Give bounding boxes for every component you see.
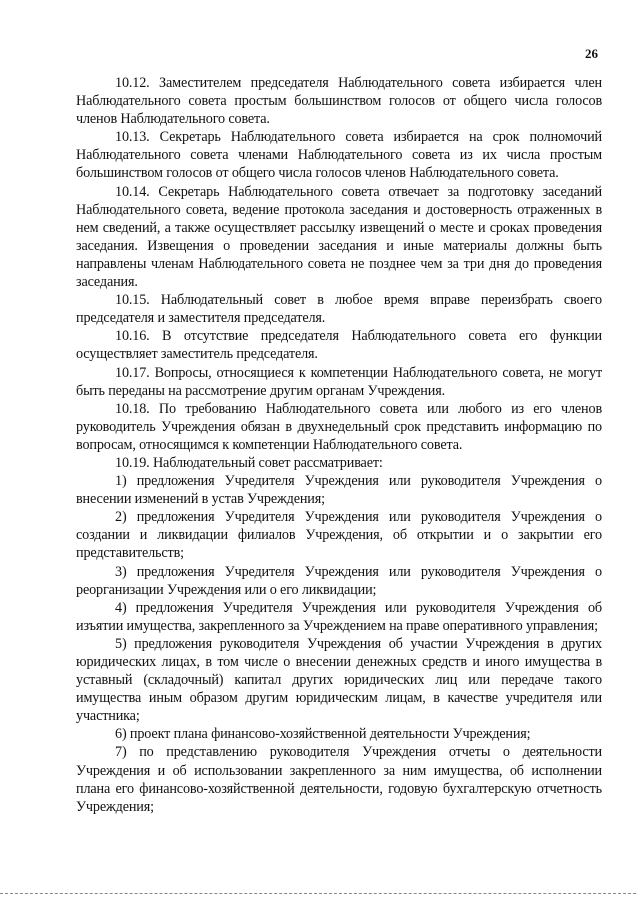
paragraph-10-13: 10.13. Секретарь Наблюдательного совета избирается на срок полномочий Наблюдательного совета членами Наблюдательного совета из их числа простым большинством голосов от общего числа голосов членов Наблюдательного совета. (76, 129, 602, 182)
list-item-2: 2) предложения Учредителя Учреждения или руководителя Учреждения о создании и ликвидации филиалов Учреждения, об открытии и о закрытии его представительств; (76, 509, 602, 562)
paragraph-10-17: 10.17. Вопросы, относящиеся к компетенции Наблюдательного совета, не могут быть переданы на рассмотрение другим органам Учреждения. (76, 364, 602, 399)
page-number: 26 (585, 46, 598, 61)
list-item-1: 1) предложения Учредителя Учреждения или руководителя Учреждения о внесении изменений в устав Учреждения; (76, 473, 602, 508)
page-bottom-edge (0, 893, 636, 894)
list-item-7: 7) по представлению руководителя Учреждения отчеты о деятельности Учреждения и об использовании закрепленного за ним имущества, об исполнении плана его финансово-хозяйственной деятельности, годовую бухгалтерскую отчетность Учреждения; (76, 744, 602, 815)
list-item-5: 5) предложения руководителя Учреждения об участии Учреждения в других юридических лицах, в том числе о внесении денежных средств и иного имущества в уставный (складочный) капитал других юридических лиц или передаче такого имущества иным образом другим юридическим лицам, в качестве учредителя или участника; (76, 635, 602, 725)
paragraph-10-19: 10.19. Наблюдательный совет рассматривает: (115, 454, 383, 471)
paragraph-10-18: 10.18. По требованию Наблюдательного совета или любого из его членов руководитель Учреждения обязан в двухнедельный срок представить информацию по вопросам, относящимся к компетенции Наблюдательного совета. (76, 400, 602, 453)
paragraph-10-16: 10.16. В отсутствие председателя Наблюдательного совета его функции осуществляет заместитель председателя. (76, 328, 602, 363)
paragraph-10-15: 10.15. Наблюдательный совет в любое время вправе переизбрать своего председателя и заместителя председателя. (76, 292, 602, 327)
list-item-6: 6) проект плана финансово-хозяйственной деятельности Учреждения; (115, 726, 531, 743)
list-item-3: 3) предложения Учредителя Учреждения или руководителя Учреждения о реорганизации Учреждения или о его ликвидации; (76, 563, 602, 598)
paragraph-10-12: 10.12. Заместителем председателя Наблюдательного совета избирается член Наблюдательного совета простым большинством голосов от общего числа голосов членов Наблюдательного совета. (76, 75, 602, 128)
list-item-4: 4) предложения Учредителя Учреждения или руководителя Учреждения об изъятии имущества, закрепленного за Учреждением на праве оперативного управления; (76, 599, 602, 634)
document-body (76, 74, 602, 816)
paragraph-10-14: 10.14. Секретарь Наблюдательного совета отвечает за подготовку заседаний Наблюдательного совета, ведение протокола заседания и достоверность отраженных в нем сведений, а также осуществляет рассылку извещений о месте и сроках проведения заседания. Извещения о проведении заседания и иные материалы должны быть направлены членам Наблюдательного совета не позднее чем за три дня до проведения заседания. (76, 183, 602, 291)
